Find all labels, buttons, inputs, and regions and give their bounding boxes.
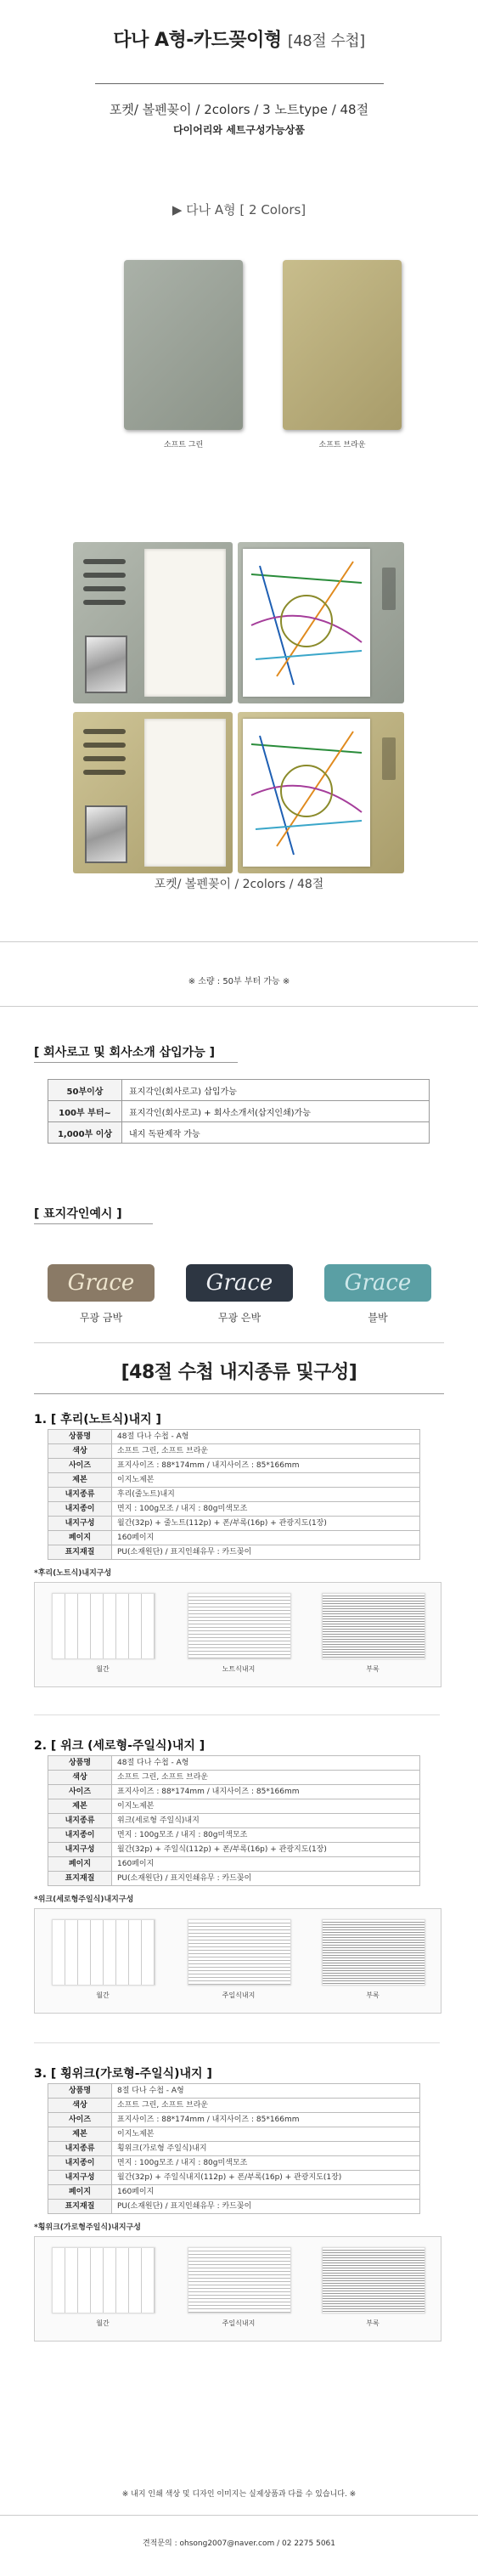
divider [0, 941, 478, 942]
thumb-monthly [52, 1593, 155, 1659]
spec-key: 내지종류 [48, 2142, 112, 2156]
set-note: 다이어리와 세트구성가능상품 [173, 124, 305, 136]
table-row [48, 2156, 420, 2171]
table-row [48, 1101, 430, 1122]
id-window [85, 805, 127, 863]
swatch-label-green: 소프트 그린 [163, 441, 204, 449]
thumb-label: 부록 [366, 1991, 380, 1999]
spec-key: 색상 [48, 1771, 112, 1785]
thumb-appendix [322, 2247, 425, 2313]
table-row [48, 1799, 420, 1814]
spec-key: 상품명 [48, 1430, 112, 1444]
plate-gold: Grace [48, 1264, 155, 1302]
thumb-label: 부록 [366, 2319, 380, 2327]
spec-key: 상품명 [48, 1756, 112, 1771]
thumb-label: 부록 [366, 1665, 380, 1673]
title-sub: [48절 수첩] [287, 32, 365, 50]
spec-value: 소프트 그린, 소프트 브라운 [112, 2099, 420, 2113]
logo-section-title-text: 회사로고 및 회사소개 삽입가능 [43, 1046, 205, 1059]
section-3-heading: 3. [ 횡위크(가로형-주일식)내지 ] [34, 2067, 212, 2081]
table-row [48, 1814, 420, 1828]
section-1-heading: 1. [ 후리(노트식)내지 ] [34, 1413, 161, 1426]
table-row [48, 1857, 420, 1872]
spec-value: 48절 다나 수첩 - A형 [112, 1756, 420, 1771]
table-row [48, 1444, 420, 1459]
table-row [48, 2099, 420, 2113]
table-row [48, 2113, 420, 2127]
spec-key: 페이지 [48, 1531, 112, 1545]
spec-key: 내지종이 [48, 1502, 112, 1517]
subway-map-page [243, 549, 370, 697]
table-row [48, 2200, 420, 2214]
table-row [48, 1502, 420, 1517]
divider [34, 1393, 444, 1394]
spec-value: 면지 : 100g모조 / 내지 : 80g미색모조 [112, 2156, 420, 2171]
spec-key: 색상 [48, 1444, 112, 1459]
spec-key: 제본 [48, 1799, 112, 1814]
divider [0, 1006, 478, 1007]
table-row [48, 2185, 420, 2200]
spec-value: 이지노제본 [112, 2127, 420, 2142]
thumb-label: 주일식내지 [222, 2319, 256, 2327]
open-book-green [73, 542, 404, 703]
engrave-section-title-text: 표지각인예시 [43, 1207, 113, 1221]
variants-title: ▶ 다나 A형 [ 2 Colors] [172, 202, 306, 217]
table-value: 내지 독판제작 가능 [122, 1122, 430, 1144]
thumb-label: 주일식내지 [222, 1991, 256, 1999]
plate-label-gold: 무광 금박 [79, 1312, 123, 1324]
feature-line: 포켓/ 볼펜꽂이 / 2colors / 3 노트type / 48절 [109, 102, 369, 117]
table-row [48, 1488, 420, 1502]
plate-label-silver: 무광 은박 [217, 1312, 261, 1324]
spec-key: 내지구성 [48, 1843, 112, 1857]
page-title [0, 25, 478, 52]
table-row [48, 1771, 420, 1785]
table-key: 1,000부 이상 [48, 1122, 122, 1144]
plate-blue: Grace [324, 1264, 431, 1302]
section-2-heading: 2. [ 위크 (세로형-주일식)내지 ] [34, 1739, 205, 1753]
section-3-spec-table [48, 2083, 420, 2214]
spec-key: 표지재질 [48, 1545, 112, 1560]
section-2-config-label: *위크(세로형주일식)내지구성 [34, 1895, 134, 1904]
spec-key: 내지구성 [48, 2171, 112, 2185]
spec-value: 표지사이즈 : 88*174mm / 내지사이즈 : 85*166mm [112, 2113, 420, 2127]
plate-label-blue: 블박 [368, 1312, 388, 1324]
thumb-appendix [322, 1593, 425, 1659]
spec-value: 면지 : 100g모조 / 내지 : 80g미색모조 [112, 1502, 420, 1517]
spec-value: 소프트 그린, 소프트 브라운 [112, 1771, 420, 1785]
table-key: 100부 부터~ [48, 1101, 122, 1122]
table-key: 50부이상 [48, 1080, 122, 1101]
notebook-page [144, 719, 226, 867]
spec-value: PU(소재원단) / 표지인쇄유무 : 카드꽂이 [112, 2200, 420, 2214]
spec-value: 횡위크(가로형 주일식)내지 [112, 2142, 420, 2156]
pen-holder-strap [382, 737, 396, 780]
logo-section-title: [ 회사로고 및 회사소개 삽입가능 ] [34, 1046, 215, 1059]
section-1-config-box [34, 1582, 441, 1687]
thumb-appendix [322, 1919, 425, 1986]
section-underline [34, 1223, 153, 1224]
title-main: 다나 A형-카드꽂이형 [113, 30, 282, 51]
spec-value: 월간(32p) + 주일식내지(112p) + 폰/부록(16p) + 관광지도(1장) [112, 2171, 420, 2185]
table-value: 표지각인(회사로고) + 회사소개서(삽지인쇄)가능 [122, 1101, 430, 1122]
photo-caption: 포켓/ 볼펜꽂이 / 2colors / 48절 [154, 878, 324, 891]
spec-value: 이지노제본 [112, 1799, 420, 1814]
section-2-spec-table [48, 1755, 420, 1886]
subway-map-page [243, 719, 370, 867]
id-window [85, 636, 127, 693]
table-row [48, 1785, 420, 1799]
table-row [48, 1122, 430, 1144]
spec-value: 160페이지 [112, 1531, 420, 1545]
title-divider [95, 83, 384, 84]
spec-key: 사이즈 [48, 1459, 112, 1473]
plate-silver: Grace [186, 1264, 293, 1302]
thumb-notes [188, 1593, 291, 1659]
divider [34, 2042, 440, 2043]
spec-key: 내지종류 [48, 1814, 112, 1828]
spec-value: 면지 : 100g모조 / 내지 : 80g미색모조 [112, 1828, 420, 1843]
inner-section-title: [48절 수첩 내지종류 및구성] [121, 1362, 357, 1383]
section-underline [34, 1062, 238, 1063]
section-3-config-label: *횡위크(가로형주일식)내지구성 [34, 2223, 141, 2232]
spec-value: 48절 다나 수첩 - A형 [112, 1430, 420, 1444]
spec-key: 페이지 [48, 1857, 112, 1872]
notebook-page [144, 549, 226, 697]
thumb-weekly [188, 1919, 291, 1986]
table-row [48, 1756, 420, 1771]
thumb-weekly-horizontal [188, 2247, 291, 2313]
spec-key: 사이즈 [48, 2113, 112, 2127]
pen-holder-strap [382, 568, 396, 610]
footer-contact: 견적문의 : ohsong2007@naver.com / 02 2275 5061 [142, 2539, 336, 2548]
table-row [48, 1080, 430, 1101]
spec-value: 위크(세로형 주일식)내지 [112, 1814, 420, 1828]
table-row [48, 2142, 420, 2156]
spec-key: 내지종류 [48, 1488, 112, 1502]
spec-key: 제본 [48, 1473, 112, 1488]
table-value: 표지각인(회사로고) 삽입가능 [122, 1080, 430, 1101]
table-row [48, 1531, 420, 1545]
thumb-label: 월간 [96, 2319, 110, 2327]
spec-value: 8절 다나 수첩 - A형 [112, 2084, 420, 2099]
spec-key: 내지종이 [48, 2156, 112, 2171]
spec-value: 표지사이즈 : 88*174mm / 내지사이즈 : 85*166mm [112, 1459, 420, 1473]
section-3-config-box [34, 2236, 441, 2342]
section-1-config-label: *후리(노트식)내지구성 [34, 1569, 112, 1578]
table-row [48, 2127, 420, 2142]
table-row [48, 2084, 420, 2099]
table-row [48, 1545, 420, 1560]
swatch-label-brown: 소프트 브라운 [318, 441, 366, 449]
footer-divider [0, 2515, 478, 2516]
divider [34, 1342, 444, 1343]
thumb-label: 월간 [96, 1991, 110, 1999]
swatch-soft-green [124, 260, 243, 430]
thumb-monthly [52, 1919, 155, 1986]
spec-value: 월간(32p) + 주일식(112p) + 폰/부록(16p) + 관광지도(1장) [112, 1843, 420, 1857]
disclaimer-note: ※ 내지 인쇄 색상 및 디자인 이미지는 실제상품과 다를 수 있습니다. ※ [121, 2490, 357, 2499]
table-row [48, 1843, 420, 1857]
spec-value: PU(소재원단) / 표지인쇄유무 : 카드꽂이 [112, 1545, 420, 1560]
thumb-label: 월간 [96, 1665, 110, 1673]
spec-key: 내지구성 [48, 1517, 112, 1531]
spec-value: 이지노제본 [112, 1473, 420, 1488]
thumb-monthly [52, 2247, 155, 2313]
table-row [48, 1459, 420, 1473]
spec-key: 내지종이 [48, 1828, 112, 1843]
spec-key: 상품명 [48, 2084, 112, 2099]
spec-key: 페이지 [48, 2185, 112, 2200]
table-row [48, 1430, 420, 1444]
table-row [48, 1872, 420, 1886]
table-row [48, 2171, 420, 2185]
spec-value: 160페이지 [112, 2185, 420, 2200]
section-2-config-box [34, 1908, 441, 2014]
table-row [48, 1828, 420, 1843]
section-1-spec-table [48, 1429, 420, 1560]
engrave-section-title: [ 표지각인예시 ] [34, 1207, 122, 1221]
table-row [48, 1473, 420, 1488]
swatch-soft-brown [283, 260, 402, 430]
spec-key: 표지재질 [48, 2200, 112, 2214]
logo-options-table [48, 1079, 430, 1144]
spec-key: 표지재질 [48, 1872, 112, 1886]
table-row [48, 1517, 420, 1531]
spec-key: 사이즈 [48, 1785, 112, 1799]
spec-value: 소프트 그린, 소프트 브라운 [112, 1444, 420, 1459]
spec-value: 후리(줄노트)내지 [112, 1488, 420, 1502]
spec-value: PU(소재원단) / 표지인쇄유무 : 카드꽂이 [112, 1872, 420, 1886]
open-book-brown [73, 712, 404, 873]
spec-key: 제본 [48, 2127, 112, 2142]
thumb-label: 노트식내지 [222, 1665, 256, 1673]
moq-note: ※ 소량 : 50부 부터 가능 ※ [188, 977, 290, 986]
spec-value: 160페이지 [112, 1857, 420, 1872]
spec-key: 색상 [48, 2099, 112, 2113]
spec-value: 월간(32p) + 줄노트(112p) + 폰/부록(16p) + 관광지도(1장) [112, 1517, 420, 1531]
spec-value: 표지사이즈 : 88*174mm / 내지사이즈 : 85*166mm [112, 1785, 420, 1799]
